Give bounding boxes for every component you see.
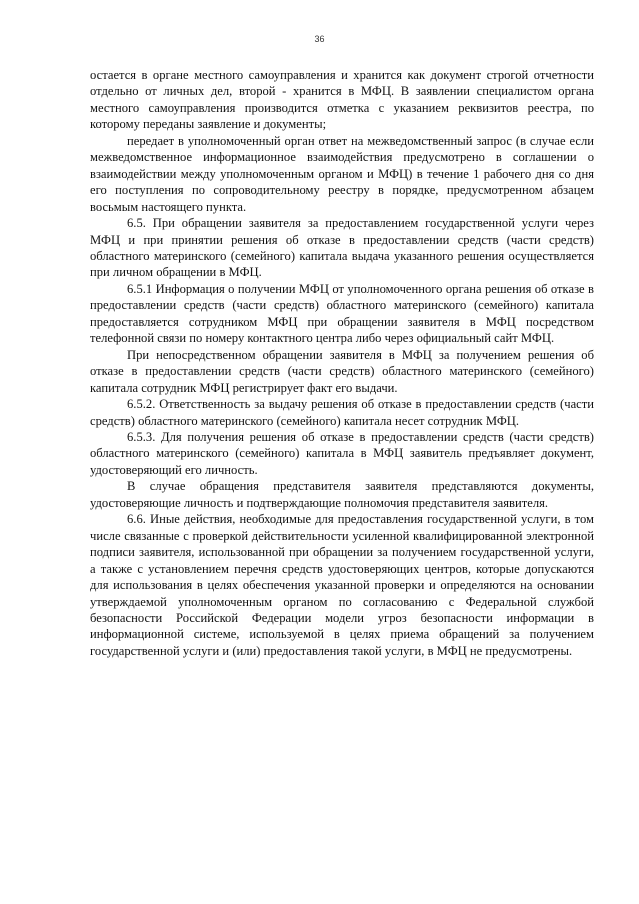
document-body xyxy=(90,67,594,659)
paragraph: остается в органе местного самоуправления и хранится как документ строгой отчетности отдельно от личных дел, второй - хранится в МФЦ. В заявлении специалистом органа местного самоуправления производится отметка с указанием реквизитов реестра, по которому переданы заявление и документы; xyxy=(90,68,594,132)
paragraph: 6.5. При обращении заявителя за предоставлением государственной услуги через МФЦ и при принятии решения об отказе в предоставлении средств (части средств) областного материнского (семейного) капитала выдача указанного решения осуществляется при личном обращении в МФЦ. xyxy=(90,216,594,280)
paragraph: При непосредственном обращении заявителя в МФЦ за получением решения об отказе в предоставлении средств (части средств) областного материнского (семейного) капитала сотрудник МФЦ регистрирует факт его выдачи. xyxy=(90,347,594,395)
paragraph: В случае обращения представителя заявителя представляются документы, удостоверяющие личность и подтверждающие полномочия представителя заявителя. xyxy=(90,479,594,510)
paragraph: 6.5.3. Для получения решения об отказе в предоставлении средств (части средств) областного материнского (семейного) капитала в МФЦ заявитель предъявляет документ, удостоверяющий его личность. xyxy=(90,429,594,477)
paragraph: передает в уполномоченный орган ответ на межведомственный запрос (в случае если межведомственное информационное взаимодействия предусмотрено в соглашении о взаимодействии между уполномоченным органом и МФЦ) в течение 1 рабочего дня со дня его поступления по сопроводительному реестру в порядке, предусмотренном абзацем восьмым настоящего пункта. xyxy=(90,133,594,214)
page-number: 36 xyxy=(314,34,325,44)
paragraph: 6.6. Иные действия, необходимые для предоставления государственной услуги, в том числе связанные с проверкой действительности усиленной квалифицированной электронной подписи заявителя, использованной при обращении за получением государственной услуги, а также с установлением перечня средств удостоверяющих центров, которые допускаются для использования в целях обеспечения указанной проверки и определяются на основании утверждаемой уполномоченным органом по согласованию с Федеральной службой безопасности Российской Федерации модели угроз безопасности информации в информационной системе, используемой в целях приема обращений за получением государственной услуги и (или) предоставления такой услуги, в МФЦ не предусмотрены. xyxy=(90,512,594,658)
paragraph: 6.5.2. Ответственность за выдачу решения об отказе в предоставлении средств (части средств) областного материнского (семейного) капитала несет сотрудник МФЦ. xyxy=(90,397,594,428)
paragraph: 6.5.1 Информация о получении МФЦ от уполномоченного органа решения об отказе в предоставлении средств (части средств) областного материнского (семейного) капитала предоставляется сотрудником МФЦ при обращении заявителя в МФЦ посредством телефонной связи по номеру контактного центра либо через официальный сайт МФЦ. xyxy=(90,281,594,346)
